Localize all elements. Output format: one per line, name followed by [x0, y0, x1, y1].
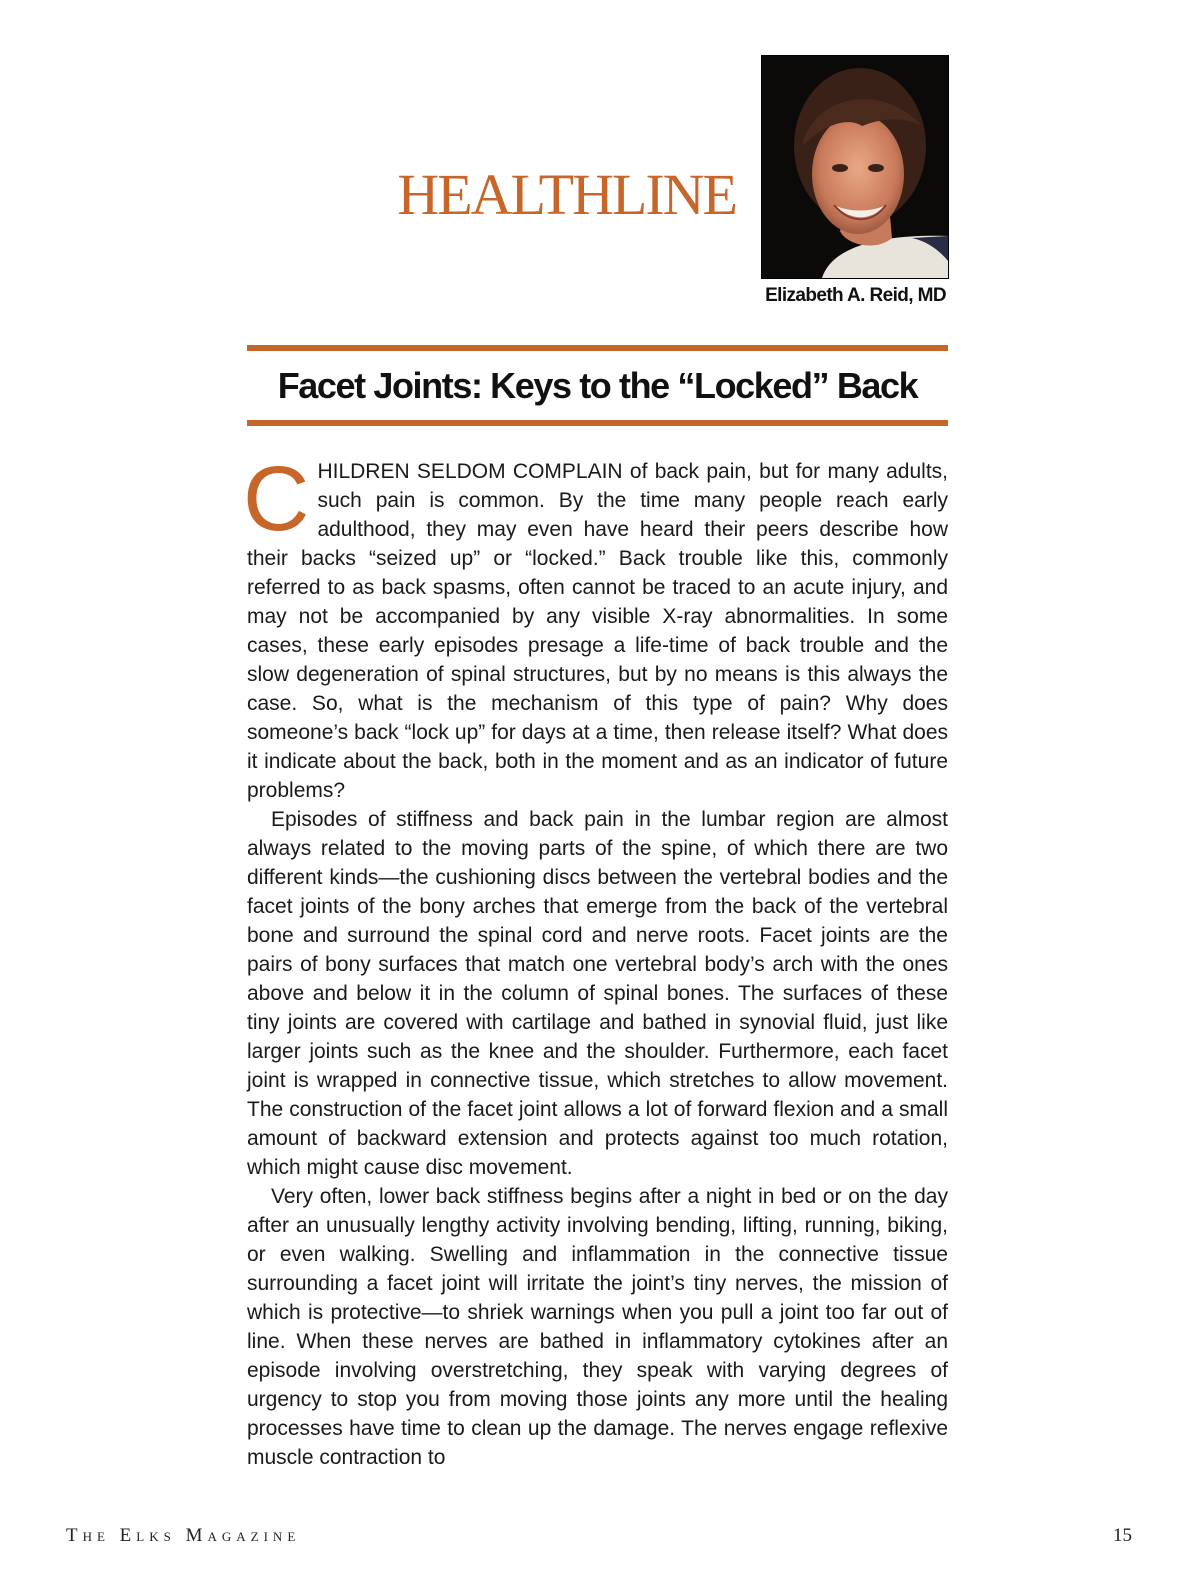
- author-photo: [761, 55, 949, 279]
- article-body: [243, 448, 948, 1472]
- author-byline: Elizabeth A. Reid, MD: [765, 285, 946, 306]
- article-paragraph: Episodes of stiffness and back pain in the lumbar region are almost always related to the moving parts of the spine, of which there are two different kinds—the cushioning discs between the vertebral bodies and the facet joints of the bony arches that emerge from the back of the vertebral bone and surround the spinal cord and nerve roots. Facet joints are the pairs of bony surfaces that match one vertebral body’s arch with the ones above and below it in the column of spinal bones. The surfaces of these tiny joints are covered with cartilage and bathed in synovial fluid, just like larger joints such as the knee and the shoulder. Furthermore, each facet joint is wrapped in connective tissue, which stretches to allow movement. The construction of the facet joint allows a lot of forward flexion and a small amount of backward extension and protects against too much rotation, which might cause disc movement.: [247, 808, 948, 1179]
- column-title: HEALTHLINE: [397, 162, 736, 227]
- drop-cap: C: [243, 448, 310, 550]
- headline-bottom-rule: [247, 420, 948, 426]
- headline-top-rule: [247, 345, 948, 351]
- page-number: 15: [1113, 1525, 1132, 1546]
- paragraph-text: HILDREN SELDOM COMPLAIN of back pain, but for many adults, such pain is common. By the time many people reach early adulthood, they may even have heard their peers describe how their backs “seized up” or “locked.” Back trouble like this, commonly referred to as back spasms, often cannot be traced to an acute injury, and may not be accompanied by any visible X-ray abnormalities. In some cases, these early episodes presage a life-time of back trouble and the slow degeneration of spinal structures, but by no means is this always the case. So, what is the mechanism of this type of pain? Why does someone’s back “lock up” for days at a time, then release itself? What does it indicate about the back, both in the moment and as an indicator of future problems?: [247, 460, 948, 802]
- article-headline: Facet Joints: Keys to the “Locked” Back: [277, 365, 918, 406]
- publication-name: The Elks Magazine: [66, 1525, 301, 1546]
- article-paragraph: [243, 448, 948, 805]
- article-paragraph: Very often, lower back stiffness begins after a night in bed or on the day after an unusually lengthy activity involving bending, lifting, running, biking, or even walking. Swelling and inflammation in the connective tissue surrounding a facet joint will irritate the joint’s tiny nerves, the mission of which is protective—to shriek warnings when you pull a joint too far out of line. When these nerves are bathed in inflammatory cytokines after an episode involving overstretching, they speak with varying degrees of urgency to stop you from moving those joints any more until the healing processes have time to clean up the damage. The nerves engage reflexive muscle contraction to: [247, 1185, 948, 1469]
